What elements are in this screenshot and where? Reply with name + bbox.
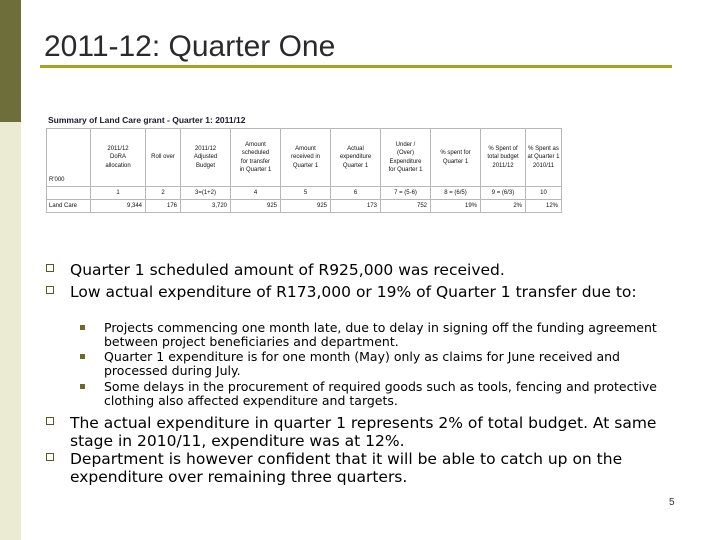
header-cell: Amount received in Quarter 1 — [281, 129, 331, 187]
title-underline — [40, 65, 672, 68]
value-cell: 3,720 — [181, 200, 231, 213]
table-row — [47, 200, 562, 213]
sidebar-accent-block — [0, 0, 21, 122]
column-number-cell: 9 = (6/3) — [481, 187, 526, 200]
row-label: Land Care — [47, 200, 91, 213]
bullet-item — [70, 261, 680, 279]
header-cell: 2011/12 DoRA allocation — [91, 129, 146, 187]
bullet-item — [70, 450, 680, 486]
column-number-cell: 2 — [146, 187, 181, 200]
bullet-item — [70, 414, 680, 450]
small-square-bullet-icon — [80, 354, 85, 359]
column-number-cell: 6 — [331, 187, 381, 200]
value-cell: 19% — [431, 200, 481, 213]
header-cell: Under / (Over) Expenditure for Quarter 1 — [381, 129, 431, 187]
column-number-cell: 4 — [231, 187, 281, 200]
sub-bullet-text: Quarter 1 expenditure is for one month (May) only as claims for June received and processed during July. — [104, 349, 620, 378]
square-bullet-icon — [46, 453, 54, 461]
value-cell: 925 — [281, 200, 331, 213]
sub-bullet-text: Some delays in the procurement of required goods such as tools, fencing and protective clothing also affected expenditure and targets. — [104, 379, 657, 408]
table-column-number-row — [47, 187, 562, 200]
bullet-text: Quarter 1 scheduled amount of R925,000 was received. — [70, 261, 505, 279]
square-bullet-icon — [46, 417, 54, 425]
page-number: 5 — [669, 497, 675, 508]
bullet-text: Low actual expenditure of R173,000 or 19% of Quarter 1 transfer due to: — [70, 283, 637, 301]
value-cell: 752 — [381, 200, 431, 213]
square-bullet-icon — [46, 264, 54, 272]
column-number-cell: 5 — [281, 187, 331, 200]
empty-cell — [47, 187, 91, 200]
small-square-bullet-icon — [80, 325, 85, 330]
sub-bullet-item — [104, 380, 674, 407]
header-cell: % Spent as at Quarter 1 2010/11 — [526, 129, 562, 187]
summary-table — [46, 128, 562, 213]
bullet-text: The actual expenditure in quarter 1 represents 2% of total budget. At same stage in 2010/11, expenditure was at 12%. — [70, 414, 657, 450]
value-cell: 176 — [146, 200, 181, 213]
value-cell: 9,344 — [91, 200, 146, 213]
row-label-header: R'000 — [47, 129, 91, 187]
header-cell: % Spent of total budget 2011/12 — [481, 129, 526, 187]
table-header-row — [47, 129, 562, 187]
slide-title: 2011-12: Quarter One — [44, 30, 336, 63]
value-cell: 925 — [231, 200, 281, 213]
header-cell: % spent for Quarter 1 — [431, 129, 481, 187]
header-cell: Actual expenditure Quarter 1 — [331, 129, 381, 187]
header-cell: Roll over — [146, 129, 181, 187]
square-bullet-icon — [46, 286, 54, 294]
small-square-bullet-icon — [80, 384, 85, 389]
sub-bullet-item — [104, 350, 674, 377]
bullet-text: Department is however confident that it will be able to catch up on the expenditure over remaining three quarters. — [70, 450, 623, 486]
sub-bullet-item — [104, 321, 674, 348]
header-cell: 2011/12 Adjusted Budget — [181, 129, 231, 187]
bullet-item — [70, 283, 680, 301]
column-number-cell: 1 — [91, 187, 146, 200]
column-number-cell: 10 — [526, 187, 562, 200]
column-number-cell: 3=(1+2) — [181, 187, 231, 200]
header-cell: Amount scheduled for transfer in Quarter 1 — [231, 129, 281, 187]
column-number-cell: 7 = (5-6) — [381, 187, 431, 200]
sub-bullet-text: Projects commencing one month late, due to delay in signing off the funding agreement between project beneficiaries and department. — [104, 320, 657, 349]
table-caption: Summary of Land Care grant - Quarter 1: 2011/12 — [48, 115, 246, 125]
value-cell: 12% — [526, 200, 562, 213]
value-cell: 173 — [331, 200, 381, 213]
column-number-cell: 8 = (6/5) — [431, 187, 481, 200]
value-cell: 2% — [481, 200, 526, 213]
